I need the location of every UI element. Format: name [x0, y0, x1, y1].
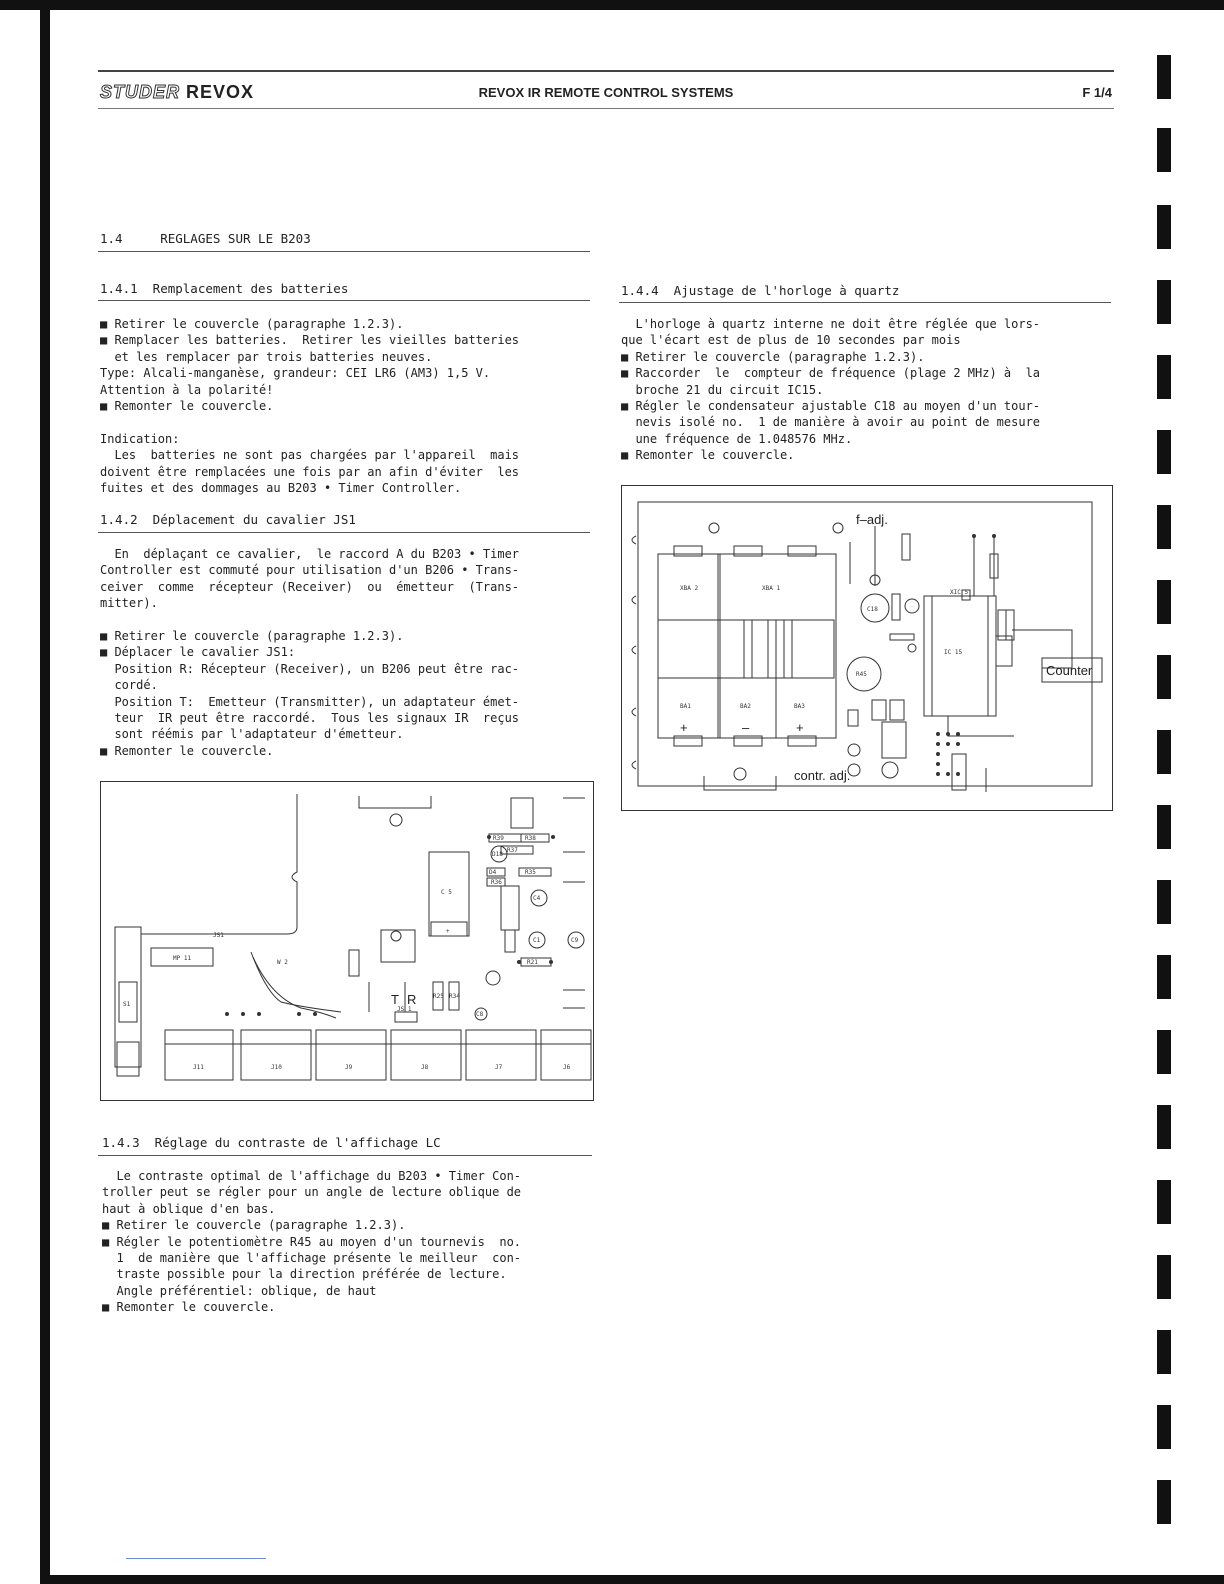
section-underline	[98, 300, 590, 301]
section-title-1-4-4: 1.4.4 Ajustage de l'horloge à quartz	[621, 283, 900, 298]
index-mark	[1157, 280, 1171, 324]
label-j11: J11	[193, 1064, 204, 1071]
index-mark	[1157, 1180, 1171, 1224]
label-c5-plus: +	[446, 928, 450, 935]
label-counter: Counter	[1046, 663, 1093, 678]
label-j8: J8	[421, 1064, 429, 1071]
label-r45: R45	[856, 671, 867, 678]
label-s1: S1	[123, 1001, 131, 1008]
label-ic15: IC 15	[944, 649, 963, 656]
label-r36: R36	[491, 879, 502, 886]
index-mark	[1157, 1330, 1171, 1374]
section-underline	[619, 302, 1111, 303]
label-c9: C9	[571, 937, 579, 944]
index-mark	[1157, 580, 1171, 624]
index-mark	[1157, 505, 1171, 549]
label-r21: R21	[527, 959, 538, 966]
section-body-1-4-3: Le contraste optimal de l'affichage du B203 • Timer Con- troller peut se régler pour un angle de lecture oblique de haut à oblique d'en bas. ■ Retirer le couvercle (paragraphe 1.2.3). ■ Régler le potentiomètre R45 au moyen d'un tournevis no. 1 de manière que l'affichage présente le meilleur con- traste possible pour la direction préférée de lecture. Angle préférentiel: oblique, de haut ■ Remonter le couvercle.	[102, 1169, 522, 1315]
section-underline	[98, 251, 590, 252]
footer-rule	[126, 1558, 266, 1559]
bottom-scan-border	[40, 1575, 1224, 1584]
label-f-adj: f–adj.	[856, 512, 888, 527]
b203-board-drawing	[101, 782, 593, 1100]
label-js1: JS1	[213, 932, 224, 939]
edge-index-marks	[1157, 0, 1177, 1584]
section-body-1-4-4: L'horloge à quartz interne ne doit être réglée que lors- que l'écart est de plus de 10 secondes par mois ■ Retirer le couvercle (paragraphe 1.2.3). ■ Raccorder le compteur de fréquence (plage 2 MHz) à la broche 21 du circuit IC15. ■ Régler le condensateur ajustable C18 au moyen d'un tour- nevis isolé no. 1 de manière à avoir au point de mesure une fréquence de 1.048576 MHz. ■ Remonter le couvercle.	[621, 317, 1041, 463]
index-mark	[1157, 1030, 1171, 1074]
label-d4: D4	[489, 869, 497, 876]
index-mark	[1157, 1105, 1171, 1149]
label-mp11: MP 11	[173, 955, 192, 962]
label-c18: C18	[867, 606, 878, 613]
revox-logo-text: REVOX	[186, 82, 255, 102]
index-mark	[1157, 955, 1171, 999]
label-j10: J10	[271, 1064, 282, 1071]
index-mark	[1157, 730, 1171, 774]
label-ba2: BA2	[740, 703, 751, 710]
label-c1: C1	[533, 937, 541, 944]
index-mark	[1157, 1255, 1171, 1299]
label-j9: J9	[345, 1064, 353, 1071]
top-scan-border	[0, 0, 1224, 10]
label-d18: D18	[492, 851, 503, 858]
label-c4: C4	[533, 895, 541, 902]
label-j6: J6	[563, 1064, 571, 1071]
label-r: R	[407, 992, 417, 1007]
page-number: F 1/4	[1082, 85, 1112, 100]
label-r34: R34	[449, 993, 460, 1000]
b203-board-figure	[100, 781, 594, 1101]
label-plus-1: +	[680, 720, 688, 735]
label-c8: C8	[476, 1011, 484, 1018]
quartz-board-drawing	[622, 486, 1112, 810]
left-scan-border	[40, 0, 50, 1584]
section-body-1-4-2: En déplaçant ce cavalier, le raccord A du B203 • Timer Controller est commuté pour utilisation d'un B206 • Trans- ceiver comme récepteur (Receiver) ou émetteur (Trans- mitter). ■ Retirer le couvercle (paragraphe 1.2.3). ■ Déplacer le cavalier JS1: Position R: Récepteur (Receiver), un B206 peut être rac- cordé. Position T: Emetteur (Transmitter), un adaptateur émet- teur IR peut être raccordé. Tous les signaux IR reçus sont réémis par l'adaptateur d'émetteur. ■ Remonter le couvercle.	[100, 547, 520, 758]
studer-logo-text: STUDER	[100, 82, 181, 102]
label-contr-adj: contr. adj.	[794, 768, 851, 783]
section-title-1-4-1: 1.4.1 Remplacement des batteries	[100, 281, 349, 296]
label-plus-2: +	[796, 720, 804, 735]
label-t: T	[391, 992, 399, 1007]
label-r35: R35	[525, 869, 536, 876]
section-title-1-4: 1.4 REGLAGES SUR LE B203	[100, 231, 311, 246]
label-minus: –	[742, 720, 750, 735]
section-body-1-4-1: ■ Retirer le couvercle (paragraphe 1.2.3). ■ Remplacer les batteries. Retirer les vieilles batteries et les remplacer par trois batteries neuves. Type: Alcali-manganèse, grandeur: CEI LR6 (AM3) 1,5 V. Attention à la polarité! ■ Remonter le couvercle. Indication: Les batteries ne sont pas chargées par l'appareil mais doivent être remplacées une fois par an afin d'éviter les fuites et des dommages au B203 • Timer Controller.	[100, 317, 520, 496]
label-xba2: XBA 2	[680, 585, 699, 592]
label-ba3: BA3	[794, 703, 805, 710]
section-underline	[98, 532, 590, 533]
index-mark	[1157, 430, 1171, 474]
label-ba1: BA1	[680, 703, 691, 710]
label-r39: R39	[493, 835, 504, 842]
label-xic5: XIC 5	[950, 589, 969, 596]
label-js1-jumper: JS 1	[397, 1006, 412, 1013]
label-xba1: XBA 1	[762, 585, 781, 592]
section-title-1-4-3: 1.4.3 Réglage du contraste de l'affichage LC	[102, 1135, 441, 1150]
label-r38: R38	[525, 835, 536, 842]
index-mark	[1157, 1480, 1171, 1524]
label-c5: C 5	[441, 889, 452, 896]
header-title: REVOX IR REMOTE CONTROL SYSTEMS	[478, 85, 734, 100]
page-header	[98, 70, 1114, 109]
index-mark	[1157, 205, 1171, 249]
quartz-adjust-figure	[621, 485, 1113, 811]
label-r37: R37	[507, 847, 518, 854]
label-w2: W 2	[277, 959, 288, 966]
index-mark	[1157, 805, 1171, 849]
index-mark	[1157, 55, 1171, 99]
label-j7: J7	[495, 1064, 503, 1071]
index-mark	[1157, 128, 1171, 172]
index-mark	[1157, 655, 1171, 699]
index-mark	[1157, 355, 1171, 399]
index-mark	[1157, 880, 1171, 924]
section-title-1-4-2: 1.4.2 Déplacement du cavalier JS1	[100, 512, 356, 527]
section-underline	[98, 1155, 592, 1156]
label-r25: R25	[433, 993, 444, 1000]
index-mark	[1157, 1405, 1171, 1449]
